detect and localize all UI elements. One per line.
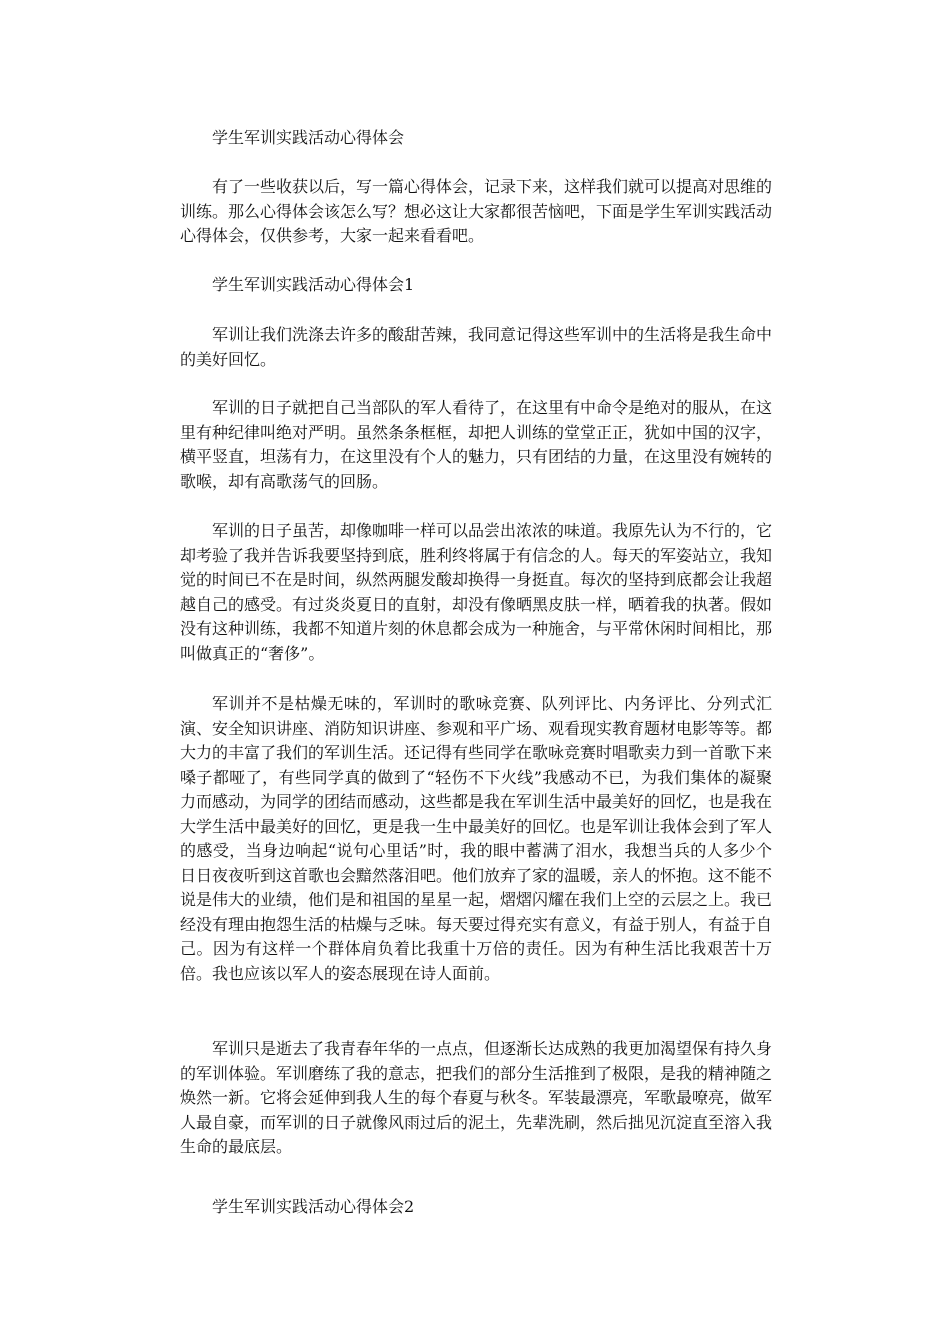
section1-paragraph-2: 军训的日子就把自己当部队的军人看待了，在这里有中命令是绝对的服从，在这里有种纪律叫绝对严明。虽然条条框框，却把人训练的堂堂正正，犹如中国的汉字，横平竖直，坦荡有力，在这里没有个人的魅力，只有团结的力量，在这里没有婉转的歌喉，却有高歌荡气的回肠。 (180, 398, 773, 491)
intro-paragraph: 有了一些收获以后，写一篇心得体会，记录下来，这样我们就可以提高对思维的训练。那么心得体会该怎么写？想必这让大家都很苦恼吧，下面是学生军训实践活动心得体会，仅供参考，大家一起来看看吧。 (180, 177, 773, 245)
section1-heading: 学生军训实践活动心得体会1 (212, 275, 415, 294)
section1-paragraph-5: 军训只是逝去了我青春年华的一点点，但逐渐长达成熟的我更加渴望保有持久身的军训体验。军训磨练了我的意志，把我们的部分生活推到了极限，是我的精神随之焕然一新。它将会延伸到我人生的每个春夏与秋冬。军装最漂亮，军歌最嘹亮，做军人最自豪，而军训的日子就像风雨过后的泥土，先辈洗刷，然后拙见沉淀直至溶入我生命的最底层。 (180, 1039, 773, 1156)
document-title: 学生军训实践活动心得体会 (212, 128, 405, 147)
section1-paragraph-3: 军训的日子虽苦，却像咖啡一样可以品尝出浓浓的味道。我原先认为不行的，它却考验了我并告诉我要坚持到底，胜利终将属于有信念的人。每天的军姿站立，我知觉的时间已不在是时间，纵然两腿发酸却换得一身挺直。每次的坚持到底都会让我超越自己的感受。有过炎炎夏日的直射，却没有像晒黑皮肤一样，晒着我的执著。假如没有这种训练，我都不知道片刻的休息都会成为一种施舍，与平常休闲时间相比，那叫做真正的“奢侈”。 (180, 521, 773, 663)
section2-heading: 学生军训实践活动心得体会2 (212, 1197, 415, 1216)
section1-paragraph-4: 军训并不是枯燥无味的，军训时的歌咏竞赛、队列评比、内务评比、分列式汇演、安全知识讲座、消防知识讲座、参观和平广场、观看现实教育题材电影等等。都大力的丰富了我们的军训生活。还记得有些同学在歌咏竞赛时唱歌卖力到一首歌下来嗓子都哑了，有些同学真的做到了“轻伤不下火线”我感动不已，为我们集体的凝聚力而感动，为同学的团结而感动，这些都是我在军训生活中最美好的回忆，也是我在大学生活中最美好的回忆，更是我一生中最美好的回忆。也是军训让我体会到了军人的感受，当身边响起“说句心里话”时，我的眼中蓄满了泪水，我想当兵的人多少个日日夜夜听到这首歌也会黯然落泪吧。他们放弃了家的温暖，亲人的怀抱。这不能不说是伟大的业绩，他们是和祖国的星星一起，熠熠闪耀在我们上空的云层之上。我已经没有理由抱怨生活的枯燥与乏味。每天要过得充实有意义，有益于别人，有益于自己。因为有这样一个群体肩负着比我重十万倍的责任。因为有种生活比我艰苦十万倍。我也应该以军人的姿态展现在诗人面前。 (180, 694, 773, 983)
section1-paragraph-1: 军训让我们洗涤去许多的酸甜苦辣，我同意记得这些军训中的生活将是我生命中的美好回忆。 (180, 325, 773, 369)
